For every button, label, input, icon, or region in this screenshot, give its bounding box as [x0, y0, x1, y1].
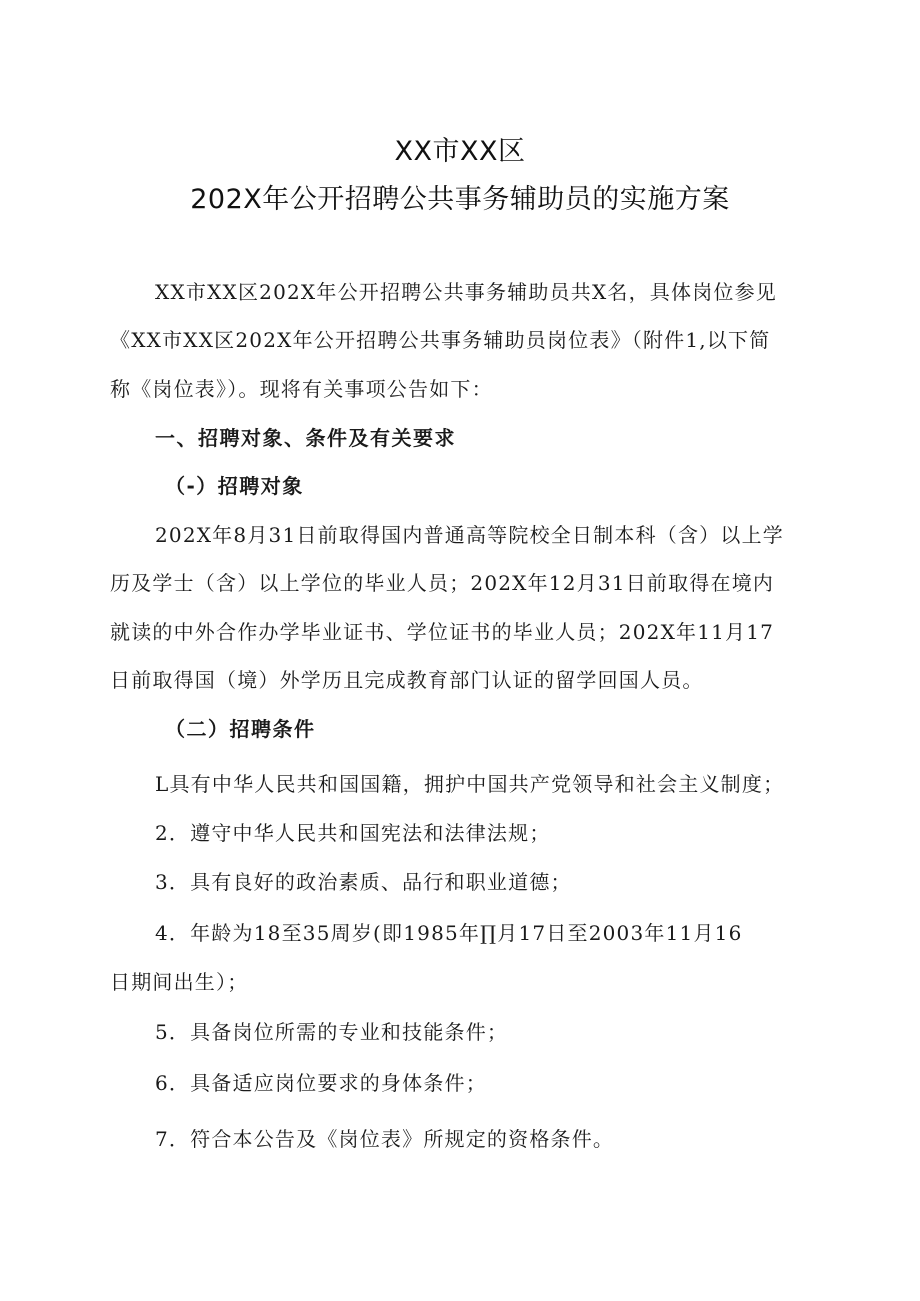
document-title-line-1: XX市XX区: [394, 136, 526, 167]
intro-line-2: 《XX市XX区202X年公开招聘公共事务辅助员岗位表》（附件1,以下简: [110, 328, 771, 352]
condition-item-3: 3．具有良好的政治素质、品行和职业道德；: [155, 870, 572, 894]
paragraph-line: 日前取得国（境）外学历且完成教育部门认证的留学回国人员。: [110, 668, 704, 692]
section-1-heading: 一、招聘对象、条件及有关要求: [155, 426, 456, 450]
intro-line-3: 称《岗位表》）。现将有关事项公告如下：: [110, 377, 493, 401]
condition-item-6: 6．具备适应岗位要求的身体条件；: [155, 1071, 487, 1095]
subsection-2-heading: （二）招聘条件: [165, 717, 316, 741]
paragraph-line: 历及学士（含）以上学位的毕业人员；202X年12月31日前取得在境内: [110, 571, 775, 595]
paragraph-line: 就读的中外合作办学毕业证书、学位证书的毕业人员；202X年11月17: [110, 620, 775, 644]
condition-item-5: 5．具备岗位所需的专业和技能条件；: [155, 1020, 509, 1044]
document-title-line-2: 202X年公开招聘公共事务辅助员的实施方案: [190, 184, 730, 215]
intro-line-1: XX市XX区202X年公开招聘公共事务辅助员共X名，具体岗位参见: [155, 280, 778, 304]
condition-item-1: L具有中华人民共和国国籍，拥护中国共产党领导和社会主义制度；: [155, 772, 785, 796]
condition-item-2: 2．遵守中华人民共和国宪法和法律法规；: [155, 821, 551, 845]
condition-item-7: 7．符合本公告及《岗位表》所规定的资格条件。: [155, 1127, 615, 1151]
condition-item-4-continued: 日期间出生）；: [110, 970, 249, 994]
condition-item-4: 4．年龄为18至35周岁(即1985年∏月17日至2003年11月16: [155, 921, 743, 945]
paragraph-line: 202X年8月31日前取得国内普通高等院校全日制本科（含）以上学: [155, 523, 784, 547]
subsection-1-heading: （-）招聘对象: [165, 474, 304, 498]
